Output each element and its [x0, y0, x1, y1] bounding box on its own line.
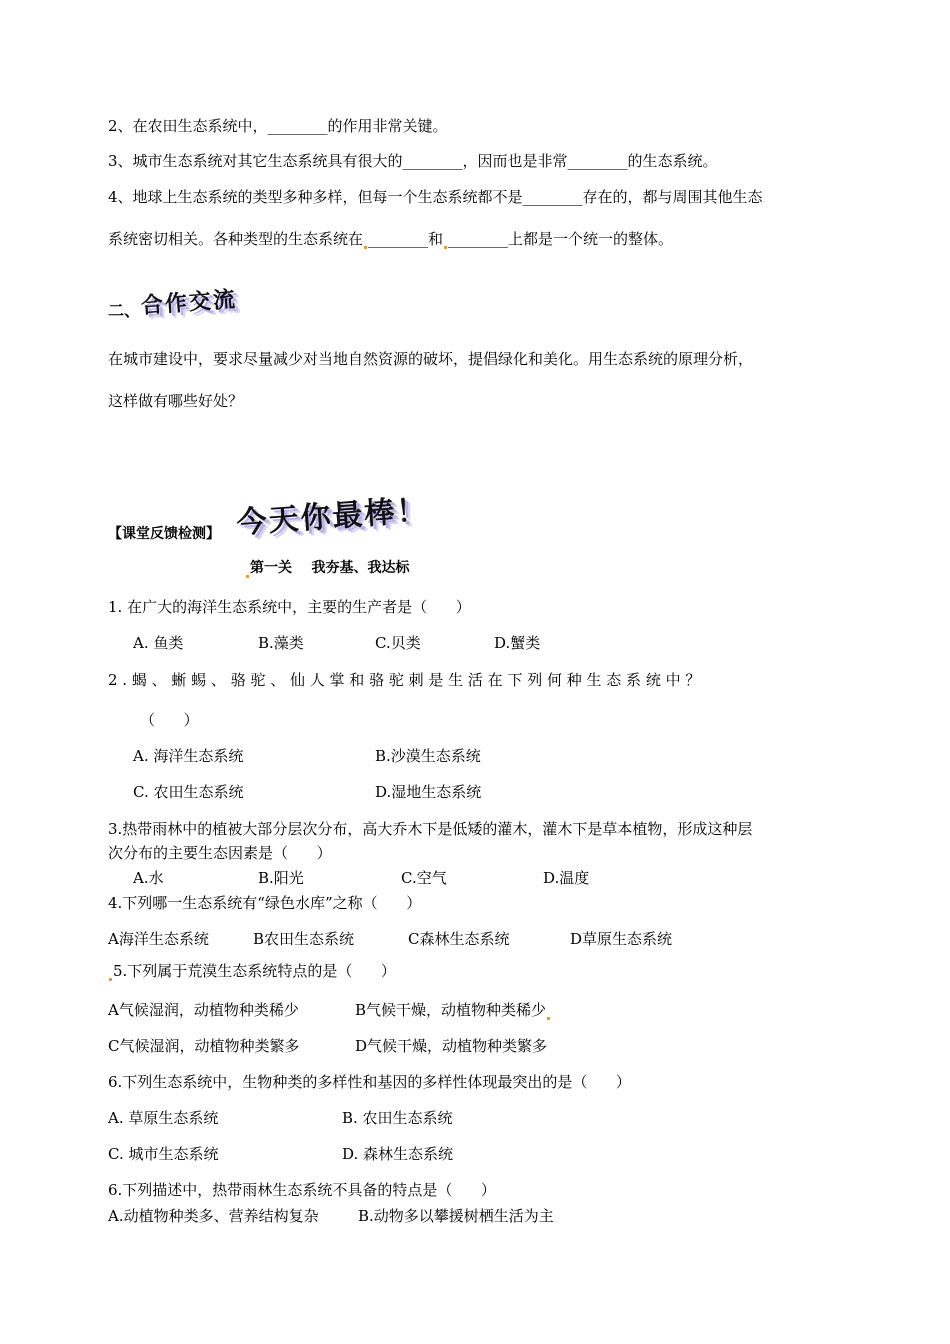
q4-line2-part1: 系统密切相关。各种类型的生态系统在 [108, 230, 364, 248]
q5-option-d: D气候干燥，动植物种类繁多 [355, 1037, 548, 1055]
q4-line2-part3: ________上都是一个统一的整体。 [448, 230, 674, 248]
q6-option-c: C. 城市生态系统 [108, 1145, 219, 1163]
q7-stem: 6.下列描述中，热带雨林生态系统不具备的特点是（ ） [108, 1181, 496, 1199]
q3-stem-line1: 3.热带雨林中的植被大部分层次分布，高大乔木下是低矮的灌木，灌木下是草本植物，形成这种层 [108, 820, 753, 838]
q3-stem-line2: 次分布的主要生态因素是（ ） [108, 844, 332, 862]
fill-blank-q4-line1: 4、地球上生态系统的类型多种多样，但每一个生态系统都不是________存在的，都与周围其他生态 [108, 188, 763, 206]
feedback-label: 【课堂反馈检测】 [108, 526, 220, 542]
q4-option-a: A海洋生态系统 [108, 930, 209, 948]
q5-stem [108, 961, 396, 981]
mark-dot [246, 575, 249, 578]
q1-option-c: C.贝类 [375, 634, 421, 652]
feedback-wordart-heading: 今天你最棒！ [235, 492, 430, 542]
fill-blank-q4-line2 [108, 229, 673, 249]
q3-option-d: D.温度 [543, 869, 590, 887]
fill-blank-q3: 3、城市生态系统对其它生态系统具有很大的________，因而也是非常________的生态系统。 [108, 152, 718, 170]
q2-paren: （ ） [140, 711, 199, 729]
q6-option-d: D. 森林生态系统 [342, 1145, 454, 1163]
q5-option-c: C气候湿润，动植物种类繁多 [108, 1037, 300, 1055]
q1-option-a: A. 鱼类 [133, 634, 184, 652]
q7-option-a: A.动植物种类多、营养结构复杂 [108, 1207, 319, 1225]
q4-option-d: D草原生态系统 [570, 930, 673, 948]
mark-dot [364, 246, 367, 249]
q1-option-b: B.藻类 [258, 634, 304, 652]
fill-blank-q2: 2、在农田生态系统中，________的作用非常关键。 [108, 117, 448, 135]
q4-line2-part2: ________和 [368, 230, 444, 248]
level-title [245, 558, 410, 578]
q3-option-c: C.空气 [401, 869, 447, 887]
q3-option-b: B.阳光 [258, 869, 304, 887]
q1-stem: 1. 在广大的海洋生态系统中，主要的生产者是（ ） [108, 598, 471, 616]
q6-option-b: B. 农田生态系统 [342, 1109, 453, 1127]
mark-dot [444, 246, 447, 249]
section2-prefix: 二、 [108, 301, 141, 320]
q5-option-a: A气候湿润，动植物种类稀少 [108, 1001, 299, 1019]
q6-stem: 6.下列生态系统中，生物种类的多样性和基因的多样性体现最突出的是（ ） [108, 1073, 631, 1091]
section2-body-line2: 这样做有哪些好处？ [108, 392, 244, 410]
q1-option-d: D.蟹类 [494, 634, 541, 652]
section2-body-line1: 在城市建设中，要求尽量减少对当地自然资源的破坏，提倡绿化和美化。用生态系统的原理分析， [108, 350, 754, 368]
q2-option-c: C. 农田生态系统 [133, 783, 244, 801]
q7-option-b: B.动物多以攀援树栖生活为主 [358, 1207, 554, 1225]
mark-dot [547, 1017, 550, 1020]
q4-stem: 4.下列哪一生态系统有“绿色水库”之称（ ） [108, 894, 422, 912]
q4-option-c: C森林生态系统 [408, 930, 510, 948]
section2-wordart-heading: 合作交流 [140, 287, 238, 320]
q4-option-b: B农田生态系统 [253, 930, 355, 948]
q2-option-a: A. 海洋生态系统 [133, 747, 244, 765]
q5-stem-text: 5.下列属于荒漠生态系统特点的是（ ） [113, 962, 396, 980]
mark-dot [109, 978, 112, 981]
q2-option-b: B.沙漠生态系统 [375, 747, 481, 765]
q2-option-d: D.湿地生态系统 [375, 783, 482, 801]
level-title-text: 第一关 我夯基、我达标 [250, 560, 410, 576]
q2-stem: 2 . 蝎 、 蜥 蜴 、 骆 驼 、 仙 人 掌 和 骆 驼 刺 是 生 活 在 下 列 何 种 生 态 系 统 中 ？ [108, 671, 701, 689]
q3-option-a: A.水 [133, 869, 164, 887]
q6-option-a: A. 草原生态系统 [108, 1109, 219, 1127]
q5-option-b [355, 1000, 551, 1020]
q5-option-b-text: B气候干燥，动植物种类稀少 [355, 1001, 547, 1019]
